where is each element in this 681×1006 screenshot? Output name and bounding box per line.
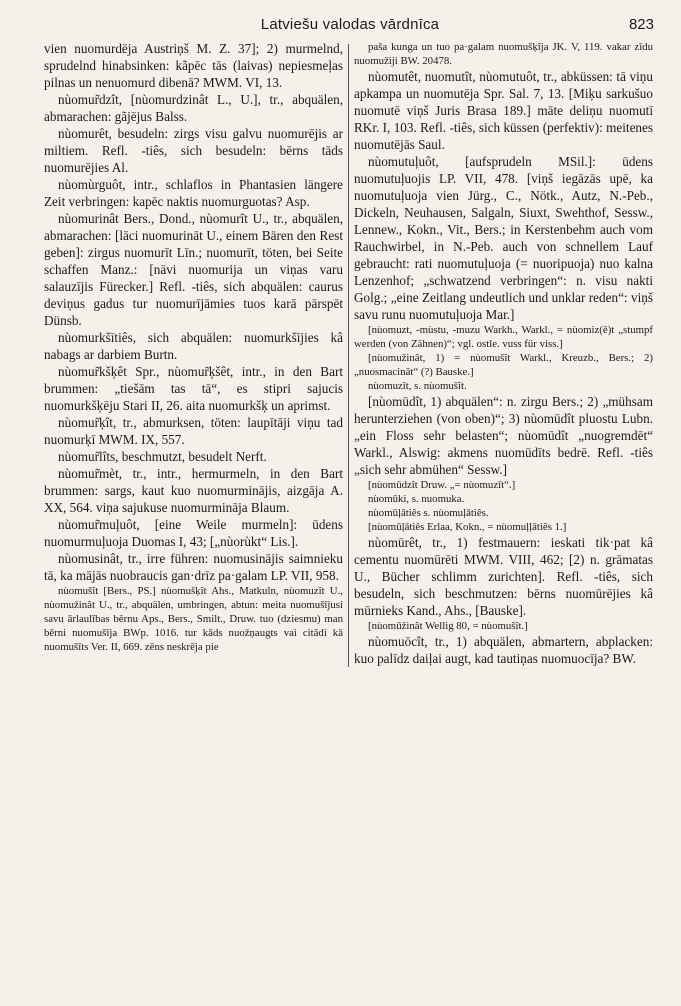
page-header	[44, 0, 656, 40]
column-gap	[343, 40, 354, 667]
dictionary-entry: nùomùrguôt, intr., schlaflos in Phantasien längere Zeit verbringen: kapēc naktis nuomurguotas? Asp.	[44, 177, 343, 209]
dictionary-entry: nùomuōcît, tr., 1) abquälen, abmartern, abplacken: kuo palīdz daiļai augt, kad tautiņas nuomuocīja? BW.	[354, 634, 653, 666]
dictionary-entry: nùomūki, s. nuomuka.	[368, 493, 465, 505]
dictionary-entry: vien nuomurdēja Austriņš M. Z. 37]; 2) murmelnd, sprudelnd hinabsinken: kãpēc tās (laivas) nepiesmeļas pilnas un nenuomurd dibenā? MWM. VI, 13.	[44, 41, 343, 90]
left-column	[44, 40, 343, 667]
dictionary-entry: nùomur̃muļuôt, [eine Weile murmeln]: ūdens nuomurmuļuoja Duomas I, 43; [„nùorùkt“ Lis.].	[44, 517, 343, 549]
dictionary-entry: nùomur̃mèt, tr., intr., hermurmeln, in den Bart brummen: sargs, kaut kuo nuomurminājis, aizgāja A. XX, 564. viņa sajukuse nuomurmināja Blaum.	[44, 466, 343, 515]
running-title: Latviešu valodas vārdnīca	[260, 16, 440, 33]
dictionary-entry: [nùomužinât, 1) = nùomušît Warkl., Kreuzb., Bers.; 2) „nuosmacināt“ (?) Bauske.]	[354, 352, 653, 378]
right-column	[354, 40, 653, 667]
dictionary-entry: nùomuzît, s. nùomušît.	[368, 380, 467, 392]
dictionary-entry: [nùomūdît, 1) abquälen“: n. zirgu Bers.; 2) „mühsam herunterziehen (von oben)“; 3) nùomūdît pluostu Lubn. „ein Floss sehr belasten“; nùomūdît „nuogremdēt“ Warkl., Alswig: akmens nuomūdīts bedrē. Refl. -tiês „sich sehr abmühen“ Sessw.]	[354, 394, 653, 477]
dictionary-entry: nùomur̃lîts, beschmutzt, besudelt Nerft.	[58, 449, 267, 464]
dictionary-entry: [nùomūļātiês Erlaa, Kokn., = nùomuļļātiês 1.]	[368, 521, 567, 533]
page-number: 823	[628, 16, 654, 33]
dictionary-entry: nùomurêt, besudeln: zirgs visu galvu nuomurējis ar miltiem. Refl. -tiês, sich besudeln: bērns tāds nuomurējies Al.	[44, 126, 343, 175]
dictionary-entry: nùomūrêt, tr., 1) festmauern: ieskati tik·pat kâ cementu nuomūrēti MWM. VIII, 462; [2) n. grāmatas U., Bücher schlimm zurichten]. Refl. -tiês, sich besudeln, sich beschmutzen: bērns nuomūrējies kâ mūrnieks Kand., Ahs., [Bauske].	[354, 535, 653, 618]
dictionary-entry: nùomur̃dzît, [nùomurdzinât L., U.], tr., abquälen, abmarachen: gãjējus Balss.	[44, 92, 343, 124]
column-divider	[348, 44, 349, 667]
dictionary-entry: nùomurkšītiês, sich abquälen: nuomurkšījies kâ nabags ar darbiem Burtn.	[44, 330, 343, 362]
dictionary-entry: nùomušît [Bers., PS.] nùomušķît Ahs., Matkuln, nùomuzît U., nùomužinât U., tr., abquälen, umbringen, abtun: meita nuomušījusi savu ārlaulības bērnu Aps., Bers., Smilt., Druw. tuo (dziesmu) man bērni nuomušīja BWp. 1016. tur kāds nuožņaugts vai citādi kā nuomušīts Ver. II, 669. zēns neskrēja pie	[44, 585, 343, 653]
dictionary-entry: [nùomuzt, -mùstu, -muzu Warkh., Warkl., = nùomiz(ē)t „stumpf werden (von Zähnen)“; vgl. ostle. vuss für viss.]	[354, 324, 653, 350]
dictionary-entry: paša kunga un tuo pa·galam nuomušķīja JK. V, 119. vakar zīdu nuomužiji BW. 20478.	[354, 41, 653, 67]
two-column-body	[44, 40, 656, 667]
dictionary-entry: nùomūļātiês s. nùomuļātiês.	[368, 507, 489, 519]
dictionary-entry: nùomutuļuôt, [aufsprudeln MSil.]: ūdens nuomutuļuojis LP. VII, 478. [viņš iegāzās upē, ka nuomutuļuoja vien Jürg., C., Nötk., Autz, N.-Peb., Dickeln, Neuhausen, Salgaln, Siuxt, Swehthof, Sessw., Lennew., Kokn., Vit., Bers.; in Kerstenbehm auch vom Rauchwirbel, in N.-Peb. auch von schnellem Lauf gebraucht: rati nuomutuļuoja (= nuoripuoja) nuo kalna Lenzenhof; „schwatzend verbringen“: n. visu nakti Golg.; „eine Zeitlang undeutlich und unklar reden“: viņš savu runu nuomutuļuoja Mar.]	[354, 154, 653, 322]
dictionary-entry: nùomur̃kšķêt Spr., nùomur̃ķšêt, intr., in den Bart brummen: „tiešām tas tā“, es stipri sajucis nuomurkšķēju Stari II, 26. aita nuomurkšķ un aprimst.	[44, 364, 343, 413]
dictionary-entry: nùomur̃ķît, tr., abmurksen, töten: laupītāji viņu tad nuomurķī MWM. IX, 557.	[44, 415, 343, 447]
dictionary-entry: [nùomūžinât Wellig 80, = nùomušît.]	[368, 620, 528, 632]
dictionary-entry: nùomurinât Bers., Dond., nùomurît U., tr., abquälen, abmarachen: [lāci nuomurināt U., einem Bären den Rest geben]: zirgus nuomurīt Līn.; nuomurīt, töten, bei Seite schaffen Manz.: [nāvi nuomurija un viņas varu salauzījis Fürecker.] Refl. -tiês, sich abquälen: caurus deviņus gadus tur nuomurījāmies tuos karā pārspēt Dünsb.	[44, 211, 343, 328]
dictionary-entry: nùomutêt, nuomutît, nùomutuôt, tr., abküssen: tā viņu apkampa un nuomutēja Spr. Sal. 7, 13. [Miķu sarkušuo nuomutē viņš Juris Brasa 189.] māte deliņu nuomutī RKr. I, 103. Refl. -tiês, sich küssen (perfektiv): meitenes nuomutējās Saul.	[354, 69, 653, 152]
dictionary-entry: nùomusinât, tr., irre führen: nuomusinājis saimnieku tā, ka mājās nuobraucis gan·drīz pa·galam LP. VII, 958.	[44, 551, 343, 583]
dictionary-entry: [nùomūdzît Druw. „= nùomuzīt“.]	[368, 479, 516, 491]
